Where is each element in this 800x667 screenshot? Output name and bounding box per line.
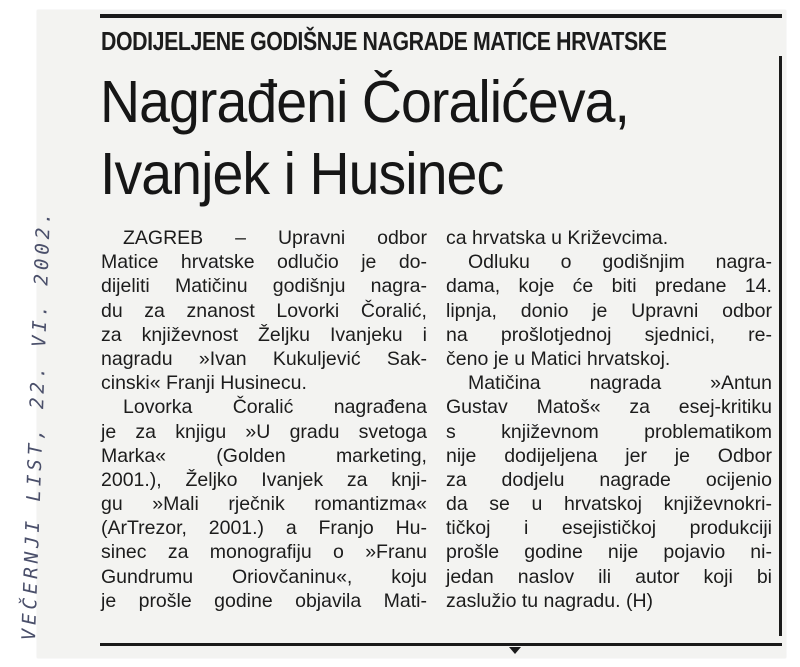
body-text-line: je za knjigu »U gradu svetoga xyxy=(101,420,427,443)
body-text-line: nije dodijeljena jer je Odbor xyxy=(446,444,772,467)
body-text-line: sinec za monografiju o »Franu xyxy=(101,541,427,564)
body-text-line: 2001.), Željko Ivanjek za knji- xyxy=(101,468,427,491)
body-text-line: jedan naslov ili autor koji bi xyxy=(446,565,772,588)
body-text-line: s književnom problematikom xyxy=(446,420,772,443)
body-text-line: du za znanost Lovorki Čoralić, xyxy=(101,299,427,322)
body-text-line: ca hrvatska u Križevcima. xyxy=(446,227,669,249)
body-text-line: dama, koje će biti predane 14. xyxy=(446,275,772,298)
bottom-rule xyxy=(100,643,782,646)
body-text-line: cinski« Franji Husinecu. xyxy=(101,372,307,395)
article-headline xyxy=(100,66,758,210)
body-text-line: zaslužio tu nagradu. (H) xyxy=(446,589,654,612)
headline-line-1: Nagrađeni Čoralićeva, xyxy=(100,69,629,135)
headline-line-2: Ivanjek i Husinec xyxy=(100,141,504,207)
body-text-line: dijeliti Matičinu godišnju nagra- xyxy=(101,275,427,298)
body-text-line: na prošlotjednoj sjednici, re- xyxy=(446,323,772,346)
body-text-line: Gundrumu Oriovčaninu«, koju xyxy=(101,565,427,588)
article-kicker: DODIJELJENE GODIŠNJE NAGRADE MATICE HRVATSKE xyxy=(101,26,667,56)
bottom-marker xyxy=(509,647,521,654)
body-text-line: Lovorka Čoralić nagrađena xyxy=(123,396,427,419)
article-body-left-column xyxy=(101,226,427,613)
body-text-line: lipnja, donio je Upravni odbor xyxy=(446,299,772,322)
body-text-line: gu »Mali rječnik romantizma« xyxy=(101,493,427,516)
body-text-line: nagradu »Ivan Kukuljević Sak- xyxy=(101,347,427,370)
body-text-line: za književnost Željku Ivanjeku i xyxy=(101,323,427,346)
body-text-line: Matice hrvatske odlučio je do- xyxy=(101,251,427,274)
body-text-line: je prošle godine objavila Mati- xyxy=(101,589,427,612)
top-rule xyxy=(100,14,782,18)
body-text-line: Marka« (Golden marketing, xyxy=(101,444,427,467)
body-text-line: za dodjelu nagrade ocijenio xyxy=(446,468,772,491)
right-rule xyxy=(779,56,782,636)
body-text-line: da se u hrvatskoj književnokri- xyxy=(446,493,772,516)
body-text-line: Matičina nagrada »Antun xyxy=(468,372,772,395)
body-text-line: prošle godine nije pojavio ni- xyxy=(446,541,772,564)
body-text-line: (ArTrezor, 2001.) a Franjo Hu- xyxy=(101,517,427,540)
body-text-line: Odluku o godišnjim nagra- xyxy=(468,251,772,274)
body-text-line: čeno je u Matici hrvatskoj. xyxy=(446,347,671,370)
article-body-right-column xyxy=(446,226,772,613)
body-text-line: tičkoj i esejističkoj produkciji xyxy=(446,517,772,540)
handwritten-source-note: VEČERNJI LIST, 22. VI. 2002. xyxy=(18,207,56,641)
body-text-line: ZAGREB – Upravni odbor xyxy=(123,227,427,249)
body-text-line: Gustav Matoš« za esej-kritiku xyxy=(446,396,772,419)
